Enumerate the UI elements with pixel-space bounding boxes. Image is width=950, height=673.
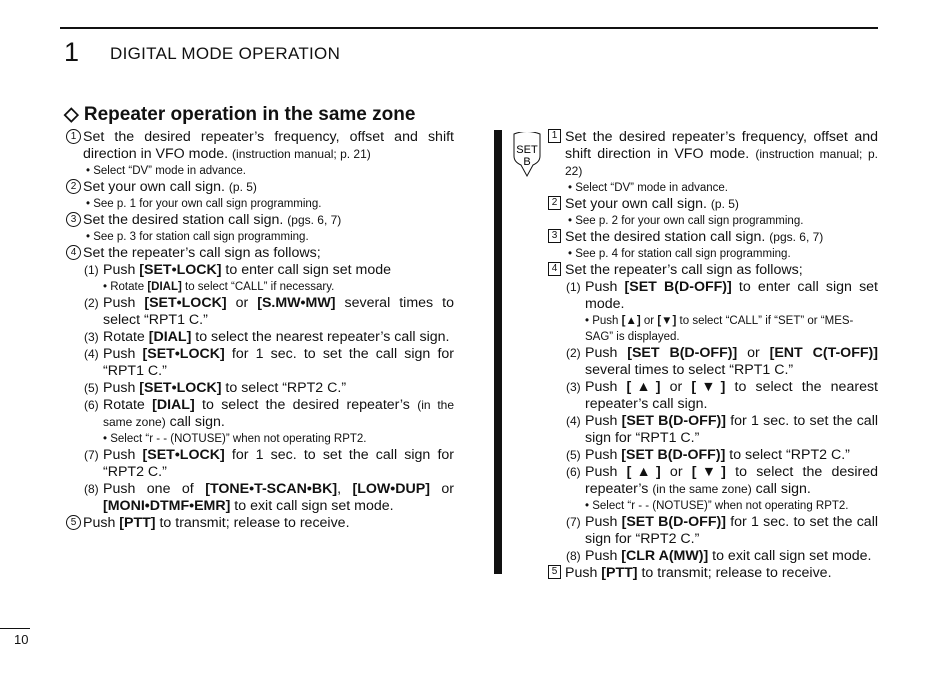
set-b-key-icon [511, 132, 543, 178]
step-note: • See p. 1 for your own call sign programming. [86, 198, 322, 210]
right-substep: (7) Push [SET B(D-OFF)] for 1 sec. to set the call sign for “RPT2 C.” [566, 514, 879, 547]
section-marker-bar [494, 130, 502, 574]
chapter-number: 1 [64, 37, 80, 67]
right-substep: (3) Push [▲] or [▼] to select the nearest repeater’s call sign. [566, 379, 878, 412]
right-step: 1 Set the desired repeater’s frequency, offset and shift direction in VFO mode. (instruction manual; p. 22) [548, 129, 878, 180]
header-rule [60, 27, 878, 29]
step-note: • See p. 4 for station call sign programming. [568, 248, 791, 260]
left-substep: (3) Rotate [DIAL] to select the nearest repeater’s call sign. [84, 329, 450, 345]
right-column [548, 129, 878, 582]
substep-note: • Push [▲] or [▼] to select “CALL” if “SET” or “MES-SAG” is displayed. [585, 315, 854, 343]
right-step: 5 Push [PTT] to transmit; release to receive. [548, 565, 878, 582]
page-number: 10 [14, 632, 29, 647]
right-step: 4 Set the repeater’s call sign as follows; [548, 262, 878, 279]
left-column [66, 129, 454, 532]
section-title: ◇ Repeater operation in the same zone [64, 104, 416, 125]
right-step: 2 Set your own call sign. (p. 5) [548, 196, 878, 213]
left-step: 4 Set the repeater’s call sign as follows; [66, 245, 454, 262]
right-substep: (5) Push [SET B(D-OFF)] to select “RPT2 C.” [566, 447, 850, 463]
left-step: 3 Set the desired station call sign. (pgs. 6, 7) [66, 212, 454, 229]
step-note: • See p. 3 for station call sign programming. [86, 231, 309, 243]
left-substep: (7) Push [SET•LOCK] for 1 sec. to set the call sign for “RPT2 C.” [84, 447, 455, 480]
step-note: • See p. 2 for your own call sign programming. [568, 215, 804, 227]
left-substep: (6) Rotate [DIAL] to select the desired repeater’s (in the same zone) call sign. [84, 397, 454, 430]
left-step: 1 Set the desired repeater’s frequency, offset and shift direction in VFO mode. (instruction manual; p. 21) [66, 129, 454, 163]
left-substep: (1) Push [SET•LOCK] to enter call sign set mode [84, 262, 392, 278]
substep-note: • Rotate [DIAL] to select “CALL” if necessary. [103, 281, 335, 293]
left-substep: (8) Push one of [TONE•T-SCAN•BK], [LOW•DUP] or [MONI•DTMF•EMR] to exit call sign set mode. [84, 481, 455, 514]
footer-rule [0, 628, 30, 629]
left-substep: (5) Push [SET•LOCK] to select “RPT2 C.” [84, 380, 347, 396]
right-substep: (6) Push [▲] or [▼] to select the desired repeater’s (in the same zone) call sign. [566, 464, 879, 497]
svg-text:SET: SET [516, 144, 538, 156]
right-step: 3 Set the desired station call sign. (pgs. 6, 7) [548, 229, 878, 246]
chapter-title: DIGITAL MODE OPERATION [110, 44, 341, 63]
left-step: 2 Set your own call sign. (p. 5) [66, 179, 454, 196]
left-substep: (2) Push [SET•LOCK] or [S.MW•MW] several times to select “RPT1 C.” [84, 295, 454, 328]
right-substep: (2) Push [SET B(D-OFF)] or [ENT C(T-OFF)] several times to select “RPT1 C.” [566, 345, 878, 378]
left-step: 5 Push [PTT] to transmit; release to receive. [66, 515, 454, 532]
right-substep: (8) Push [CLR A(MW)] to exit call sign set mode. [566, 548, 872, 564]
svg-text:B: B [523, 156, 531, 168]
substep-note: • Select “r - - (NOTUSE)” when not operating RPT2. [585, 500, 849, 512]
substep-note: • Select “r - - (NOTUSE)” when not operating RPT2. [103, 433, 367, 445]
step-note: • Select “DV” mode in advance. [86, 165, 246, 177]
step-note: • Select “DV” mode in advance. [568, 182, 728, 194]
right-substep: (1) Push [SET B(D-OFF)] to enter call sign set mode. [566, 279, 879, 312]
left-substep: (4) Push [SET•LOCK] for 1 sec. to set the call sign for “RPT1 C.” [84, 346, 455, 379]
right-substep: (4) Push [SET B(D-OFF)] for 1 sec. to set the call sign for “RPT1 C.” [566, 413, 879, 446]
